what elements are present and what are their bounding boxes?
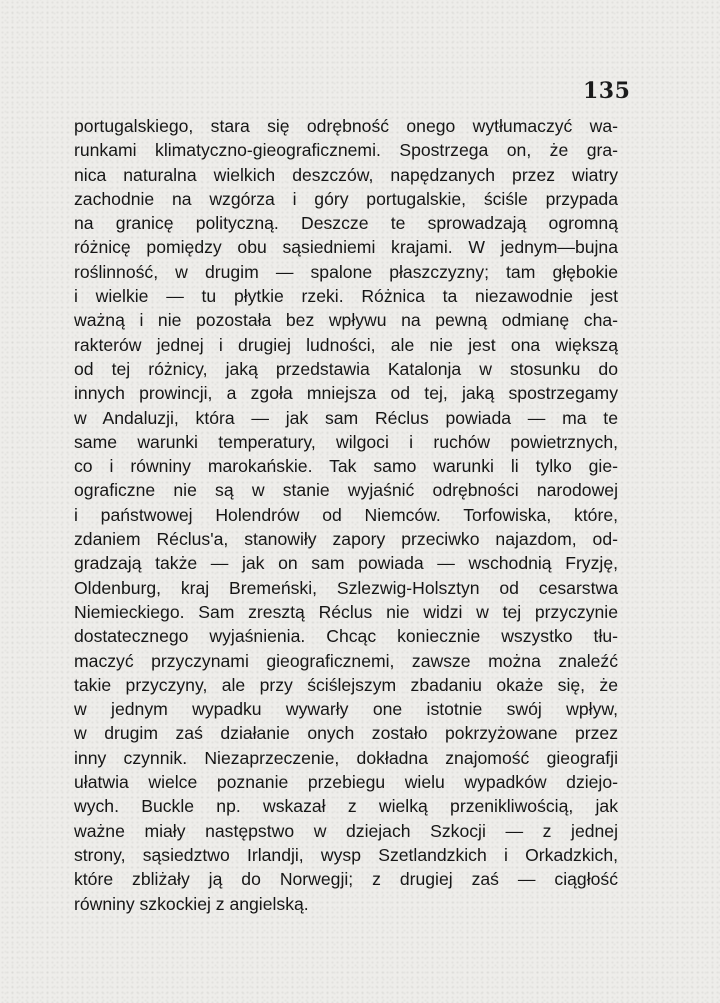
text-line: maczyć przyczynami gieograficznemi, zawsze można znaleźć	[74, 650, 618, 671]
text-line: w drugim zaś działanie onych zostało pokrzyżowane przez	[74, 723, 618, 744]
text-line: takie przyczyny, ale przy ściślejszym zbadaniu okaże się, że	[74, 674, 618, 695]
text-line: roślinność, w drugim — spalone płaszczyzny; tam głębokie	[74, 261, 618, 282]
text-line: które zbliżały ją do Norwegji; z drugiej zaś — ciągłość	[74, 869, 618, 890]
text-line: ograficzne nie są w stanie wyjaśnić odrębności narodowej	[74, 480, 618, 501]
text-line: na granicę polityczną. Deszcze te sprowadzają ogromną	[74, 213, 618, 234]
text-line: rakterów jednej i drugiej ludności, ale nie jest ona większą	[74, 334, 618, 355]
text-line: wych. Buckle np. wskazał z wielką przenikliwością, jak	[74, 796, 618, 817]
text-line: od tej różnicy, jaką przedstawia Katalonja w stosunku do	[74, 358, 618, 379]
text-line: zachodnie na wzgórza i góry portugalskie, ściśle przypada	[74, 188, 618, 209]
text-line: Oldenburg, kraj Bremeński, Szlezwig-Holsztyn od cesarstwa	[74, 577, 618, 598]
text-line: i wielkie — tu płytkie rzeki. Różnica ta niezawodnie jest	[74, 286, 618, 307]
text-line: i państwowej Holendrów od Niemców. Torfowiska, które,	[74, 504, 618, 525]
text-line: zdaniem Réclus'a, stanowiły zapory przeciwko najazdom, od-	[74, 529, 618, 550]
text-line: w jednym wypadku wywarły one istotnie swój wpływ,	[74, 699, 618, 720]
text-line: w Andaluzji, która — jak sam Réclus powiada — ma te	[74, 407, 618, 428]
text-line: gradzają także — jak on sam powiada — wschodnią Fryzję,	[74, 553, 618, 574]
text-line: nica naturalna wielkich deszczów, napędzanych przez wiatry	[74, 164, 618, 185]
page-number: 135	[583, 78, 631, 104]
text-line: innych prowincji, a zgoła mniejsza od tej, jaką spostrzegamy	[74, 383, 618, 404]
text-line: strony, sąsiedztwo Irlandji, wysp Szetlandzkich i Orkadzkich,	[74, 844, 618, 865]
text-line: ułatwia wielce poznanie przebiegu wielu wypadków dziejo-	[74, 772, 618, 793]
text-line: Niemieckiego. Sam zresztą Réclus nie widzi w tej przyczynie	[74, 601, 618, 622]
body-text	[74, 114, 618, 916]
text-line: dostatecznego wyjaśnienia. Chcąc koniecznie wszystko tłu-	[74, 626, 618, 647]
text-line: same warunki temperatury, wilgoci i ruchów powietrznych,	[74, 431, 618, 452]
text-line: co i równiny marokańskie. Tak samo warunki li tylko gie-	[74, 456, 618, 477]
text-line: portugalskiego, stara się odrębność onego wytłumaczyć wa-	[74, 116, 618, 136]
text-line: runkami klimatyczno-gieograficznemi. Spostrzega on, że gra-	[74, 140, 618, 161]
text-line: równiny szkockiej z angielską.	[74, 893, 309, 914]
text-line: inny czynnik. Niezaprzeczenie, dokładna znajomość gieografji	[74, 747, 618, 768]
text-line: ważną i nie pozostała bez wpływu na pewną odmianę cha-	[74, 310, 618, 331]
text-line: ważne miały następstwo w dziejach Szkocji — z jednej	[74, 820, 618, 841]
text-line: różnicę pomiędzy obu sąsiedniemi krajami. W jednym—bujna	[74, 237, 618, 258]
